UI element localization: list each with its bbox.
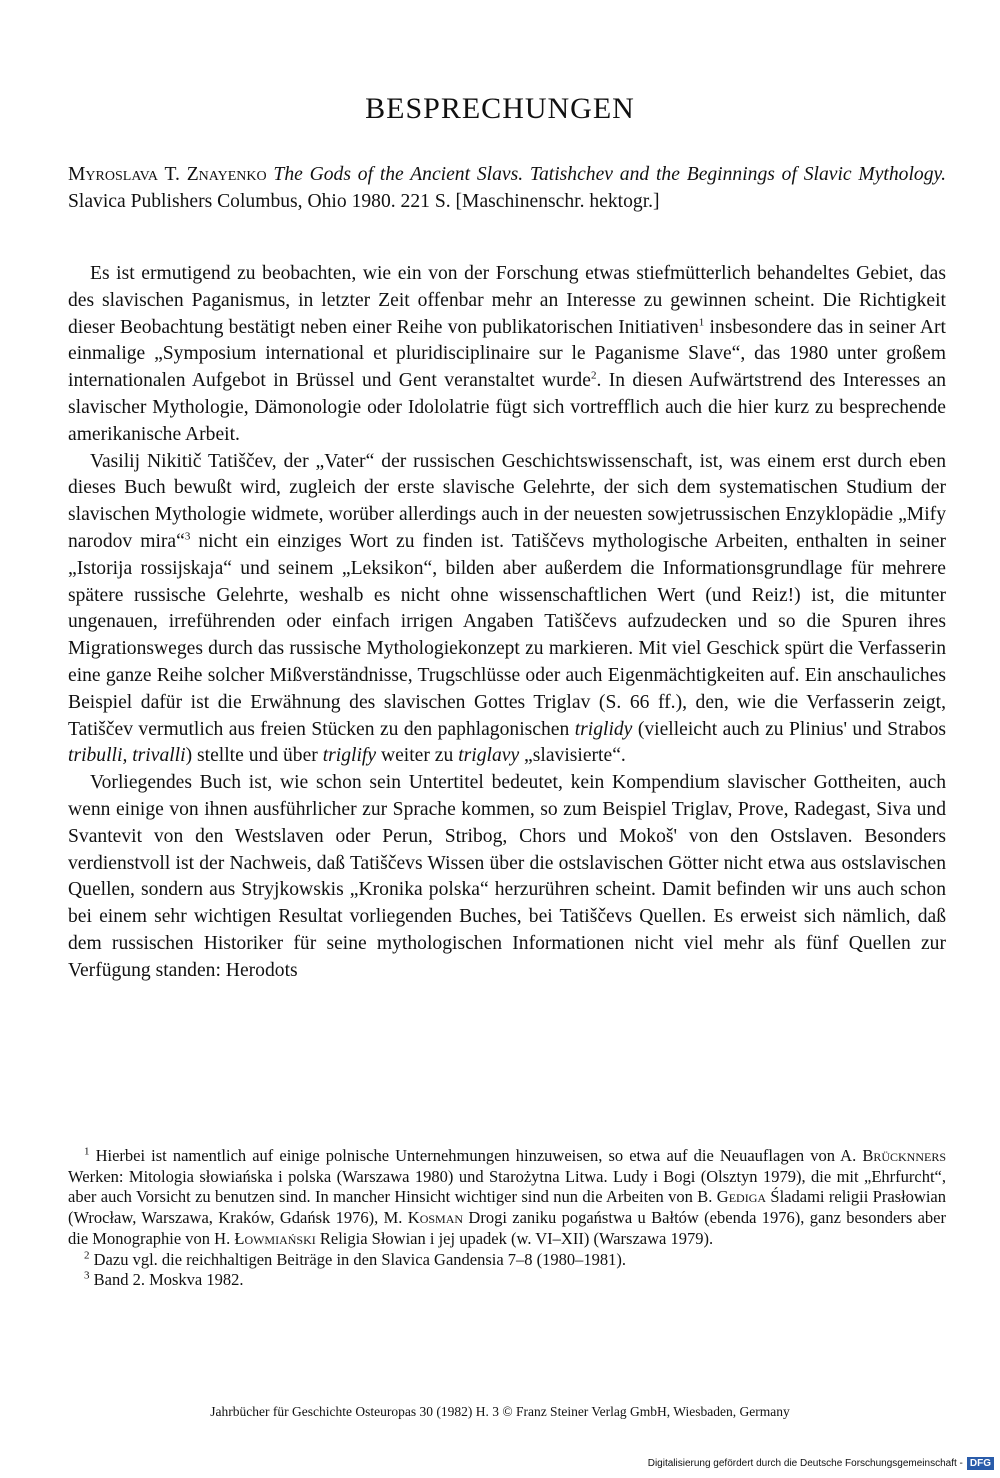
- footnote-3: $^3$ Band 2. Moskva 1982.: [84, 1269, 244, 1290]
- footnote-ref-3: 3: [184, 530, 191, 543]
- paragraph-1: Es ist ermutigend zu beobachten, wie ein von der Forschung etwas stiefmütterlich behandeltes Gebiet, das des slavischen Paganismus, in letzter Zeit offenbar mehr an Interesse zu gewinnen scheint. Die Richtigkeit dieser Beobachtung bestätigt neben einer Reihe von publikatorischen Initiativen$^1$ insbesondere das in seiner Art einmalige „Symposium international et pluridisciplinaire sur le Paganisme Slave“, das 1980 unter großem internationalen Aufgebot in Brüssel und Gent veranstaltet wurde$^2$. In diesen Aufwärtstrend des Interesses an slavischer Mythologie, Dämonologie oder Idololatrie fügt sich vortrefflich auch die hier kurz zu besprechende amerikanische Arbeit.: [68, 263, 947, 445]
- footnote-ref-1: 1: [698, 316, 705, 329]
- page-title: BESPRECHUNGEN: [365, 92, 635, 125]
- review-header: [68, 162, 946, 216]
- footnote-ref-2: 2: [590, 369, 597, 382]
- journal-footer: Jahrbücher für Geschichte Osteuropas 30 (1982) H. 3 © Franz Steiner Verlag GmbH, Wiesbaden, Germany: [210, 1404, 790, 1419]
- book-title: The Gods of the Ancient Slavs. Tatishchev and the Beginnings of Slavic Mythology.: [273, 164, 947, 185]
- publication-info: Slavica Publishers Columbus, Ohio 1980. 221 S. [Maschinenschr. hektogr.]: [68, 190, 660, 212]
- paragraph-2: Vasilij Nikitič Tatiščev, der „Vater“ der russischen Geschichtswissenschaft, ist, was einem erst durch eben dieses Buch bewußt wird, zugleich der erste slavische Gelehrte, der sich dem systematischen Studium der slavischen Mythologie widmete, worüber allerdings auch in der neuesten sowjetrussischen Enzyklopädie „Mify narodov mira“$^3$ nicht ein einziges Wort zu finden ist. Tatiščevs mythologische Arbeiten, enthalten in seiner „Istorija rossijskaja“ und seinem „Leksikon“, bilden aber außerdem die Informationsgrundlage für mehrere spätere russische Gelehrte, weshalb es nicht ohne wissenschaftlichen Wert (und Reiz!) ist, die mitunter ungenauen, irreführenden oder einfach irrigen Angaben Tatiščevs aufzudecken und so die Spuren ihres Migrationsweges durch das russische Mythologiekonzept zu markieren. Mit viel Geschick spürt die Verfasserin eine ganze Reihe solcher Mißverständnisse, Trugschlüsse oder auch Eigenmächtigkeiten auf. Ein anschauliches Beispiel dafür ist die Erwähnung des slavischen Gottes Triglav (S. 66 ff.), den, wie die Verfasserin zeigt, Tatiščev vermutlich aus freien Stücken zu den paphlagonischen triglidy (vielleicht auch zu Plinius' und Strabos tribulli, trivalli) stellte und über triglify weiter zu triglavy „slavisierte“.: [68, 450, 947, 767]
- dfg-text: Digitalisierung gefördert durch die Deutsche Forschungsgemeinschaft -: [647, 1458, 963, 1469]
- book-author: Myroslava T. Znayenko: [68, 164, 267, 185]
- paragraph-3: Vorliegendes Buch ist, wie schon sein Untertitel bedeutet, kein Kompendium slavischer Gottheiten, auch wenn einige von ihnen ausführlicher zur Sprache kommen, so zum Beispiel Triglav, Prove, Radegast, Siva und Svantevit von den Westslaven oder Perun, Stribog, Chors und Mokoš' von den Ostslaven. Besonders verdienstvoll ist der Nachweis, daß Tatiščevs Wissen über die ostslavischen Götter nicht etwa aus ostslavischen Quellen, sondern aus Stryjkowskis „Kronika polska“ herzurühren scheint. Damit befinden wir uns auch schon bei einem sehr wichtigen Resultat vorliegenden Buches, bei Tatiščevs Quellen. Es erweist sich nämlich, daß dem russischen Historiker für seine mythologischen Informationen nicht viel mehr als fünf Quellen zur Verfügung standen: Herodots: [68, 772, 946, 981]
- footnote-2: $^2$ Dazu vgl. die reichhaltigen Beiträge in den Slavica Gandensia 7–8 (1980–1981).: [84, 1249, 627, 1269]
- footnote-1: $^1$ Hierbei ist namentlich auf einige polnische Unternehmungen hinzuweisen, so etwa auf die Neuauflagen von A. Brücknners Werken: Mitologia słowiańska i polska (Warszawa 1980) und Starożytna Litwa. Ludy i Bogi (Olsztyn 1979), die mit „Ehrfurcht“, aber auch Vorsicht zu benutzen sind. In mancher Hinsicht wichtiger sind nun die Arbeiten von B. Gediga Śladami religii Prasłowian (Wrocław, Warszawa, Kraków, Gdańsk 1976), M. Kosman Drogi zaniku pogaństwa u Bałtów (ebenda 1976), ganz besonders aber die Monographie von H. Łowmiański Religia Słowian i jej upadek (w. VI–XII) (Warszawa 1979).: [68, 1145, 946, 1248]
- dfg-credit: [648, 1457, 994, 1470]
- dfg-logo-icon: DFG: [967, 1457, 994, 1470]
- review-body: [68, 261, 946, 985]
- footnotes: [68, 1146, 946, 1291]
